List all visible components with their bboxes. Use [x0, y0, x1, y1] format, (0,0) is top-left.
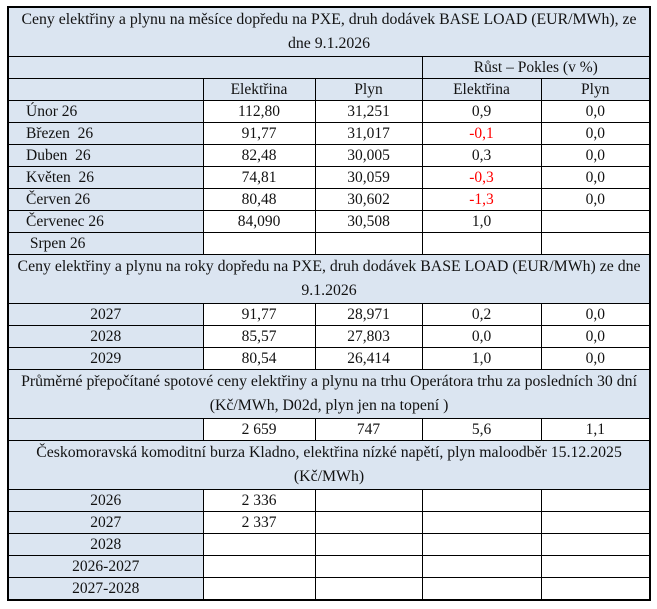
table-row-month — [8, 101, 650, 123]
table-row-ckb — [8, 556, 650, 578]
table-row-ckb — [8, 490, 650, 512]
cell-growth-gas: 0,0 — [541, 326, 650, 348]
section-months-title: Ceny elektřiny a plynu na měsíce dopředu na PXE, druh dodávek BASE LOAD (EUR/MWh), ze dne 9.1.2026 — [8, 7, 650, 57]
cell-gas: 27,803 — [315, 326, 422, 348]
cell-gas — [315, 578, 422, 601]
row-label: Květen 26 — [8, 167, 203, 189]
cell-electricity: 2 336 — [203, 490, 315, 512]
cell-growth-electricity — [422, 490, 541, 512]
cell-gas — [315, 534, 422, 556]
table-row-month — [8, 123, 650, 145]
cell-growth-gas: 0,0 — [541, 304, 650, 326]
column-header-gas: Plyn — [315, 79, 422, 101]
cell-growth-gas — [541, 578, 650, 601]
cell-electricity: 82,48 — [203, 145, 315, 167]
cell-growth-electricity: 0,2 — [422, 304, 541, 326]
cell-growth-electricity — [422, 556, 541, 578]
row-label: Červenec 26 — [8, 211, 203, 233]
table-row-month — [8, 189, 650, 211]
row-label: 2027-2028 — [8, 578, 203, 601]
section-spot-title-row — [8, 370, 650, 419]
cell-growth-gas: 0,0 — [541, 123, 650, 145]
cell-gas: 747 — [315, 419, 422, 441]
table-row-month — [8, 233, 650, 255]
section-ckb-title: Českomoravská komoditní burza Kladno, elektřina nízké napětí, plyn maloodběr 15.12.2025 (Kč/MWh) — [8, 441, 650, 490]
row-label: 2026-2027 — [8, 556, 203, 578]
section-months-title-row — [8, 7, 650, 57]
cell-growth-electricity — [422, 578, 541, 601]
row-label: 2027 — [8, 304, 203, 326]
row-label: Únor 26 — [8, 101, 203, 123]
cell-electricity: 2 337 — [203, 512, 315, 534]
cell-growth-electricity: -0,1 — [422, 123, 541, 145]
cell-electricity: 80,48 — [203, 189, 315, 211]
cell-growth-electricity — [422, 233, 541, 255]
table-row-year — [8, 304, 650, 326]
row-label: Červen 26 — [8, 189, 203, 211]
table-row-month — [8, 145, 650, 167]
cell-growth-gas — [541, 512, 650, 534]
cell-growth-electricity: 0,3 — [422, 145, 541, 167]
row-label: Srpen 26 — [8, 233, 203, 255]
table-row-month — [8, 167, 650, 189]
cell-electricity — [203, 556, 315, 578]
cell-gas: 28,971 — [315, 304, 422, 326]
growth-header-label: Růst – Pokles (v %) — [422, 57, 650, 79]
cell-gas: 30,508 — [315, 211, 422, 233]
row-label — [8, 419, 203, 441]
growth-header-spacer — [8, 57, 422, 79]
cell-growth-gas: 0,0 — [541, 189, 650, 211]
cell-gas: 30,059 — [315, 167, 422, 189]
cell-gas: 31,251 — [315, 101, 422, 123]
cell-gas — [315, 556, 422, 578]
cell-electricity — [203, 233, 315, 255]
cell-growth-electricity: 1,0 — [422, 348, 541, 370]
column-header-growth-gas: Plyn — [541, 79, 650, 101]
cell-growth-electricity: -1,3 — [422, 189, 541, 211]
cell-electricity: 91,77 — [203, 123, 315, 145]
row-label: 2026 — [8, 490, 203, 512]
cell-growth-gas — [541, 534, 650, 556]
row-label: 2029 — [8, 348, 203, 370]
cell-growth-electricity — [422, 512, 541, 534]
cell-electricity — [203, 578, 315, 601]
cell-gas — [315, 490, 422, 512]
section-years-title: Ceny elektřiny a plynu na roky dopředu na PXE, druh dodávek BASE LOAD (EUR/MWh) ze dne 9.1.2026 — [8, 255, 650, 304]
cell-growth-gas — [541, 211, 650, 233]
cell-growth-gas — [541, 490, 650, 512]
cell-growth-gas: 0,0 — [541, 145, 650, 167]
row-label: 2028 — [8, 326, 203, 348]
cell-growth-gas — [541, 556, 650, 578]
cell-gas: 30,602 — [315, 189, 422, 211]
table-row-year — [8, 348, 650, 370]
cell-electricity — [203, 534, 315, 556]
cell-growth-electricity: 1,0 — [422, 211, 541, 233]
section-ckb-title-row — [8, 441, 650, 490]
cell-growth-electricity — [422, 534, 541, 556]
table-row-ckb — [8, 512, 650, 534]
energy-price-table — [7, 6, 651, 601]
growth-header-row — [8, 57, 650, 79]
cell-electricity: 2 659 — [203, 419, 315, 441]
cell-growth-gas: 0,0 — [541, 101, 650, 123]
row-label: Březen 26 — [8, 123, 203, 145]
cell-gas: 26,414 — [315, 348, 422, 370]
cell-gas — [315, 233, 422, 255]
cell-gas: 30,005 — [315, 145, 422, 167]
cell-growth-electricity: -0,3 — [422, 167, 541, 189]
cell-growth-electricity: 0,9 — [422, 101, 541, 123]
cell-growth-gas: 0,0 — [541, 348, 650, 370]
section-spot-title: Průměrné přepočítané spotové ceny elektřiny a plynu na trhu Operátora trhu za posledních 30 dní (Kč/MWh, D02d, plyn jen na topení ) — [8, 370, 650, 419]
cell-electricity: 80,54 — [203, 348, 315, 370]
column-header-empty — [8, 79, 203, 101]
cell-electricity: 74,81 — [203, 167, 315, 189]
cell-growth-gas: 1,1 — [541, 419, 650, 441]
cell-electricity: 84,090 — [203, 211, 315, 233]
cell-electricity: 91,77 — [203, 304, 315, 326]
table-row-spot — [8, 419, 650, 441]
cell-growth-electricity: 0,0 — [422, 326, 541, 348]
section-years-title-row — [8, 255, 650, 304]
column-header-row — [8, 79, 650, 101]
table-row-month — [8, 211, 650, 233]
cell-growth-electricity: 5,6 — [422, 419, 541, 441]
cell-growth-gas — [541, 233, 650, 255]
column-header-electricity: Elektřina — [203, 79, 315, 101]
cell-gas — [315, 512, 422, 534]
row-label: 2028 — [8, 534, 203, 556]
cell-gas: 31,017 — [315, 123, 422, 145]
row-label: Duben 26 — [8, 145, 203, 167]
cell-electricity: 85,57 — [203, 326, 315, 348]
row-label: 2027 — [8, 512, 203, 534]
cell-growth-gas: 0,0 — [541, 167, 650, 189]
table-row-year — [8, 326, 650, 348]
column-header-growth-electricity: Elektřina — [422, 79, 541, 101]
table-row-ckb — [8, 534, 650, 556]
table-row-ckb — [8, 578, 650, 601]
cell-electricity: 112,80 — [203, 101, 315, 123]
